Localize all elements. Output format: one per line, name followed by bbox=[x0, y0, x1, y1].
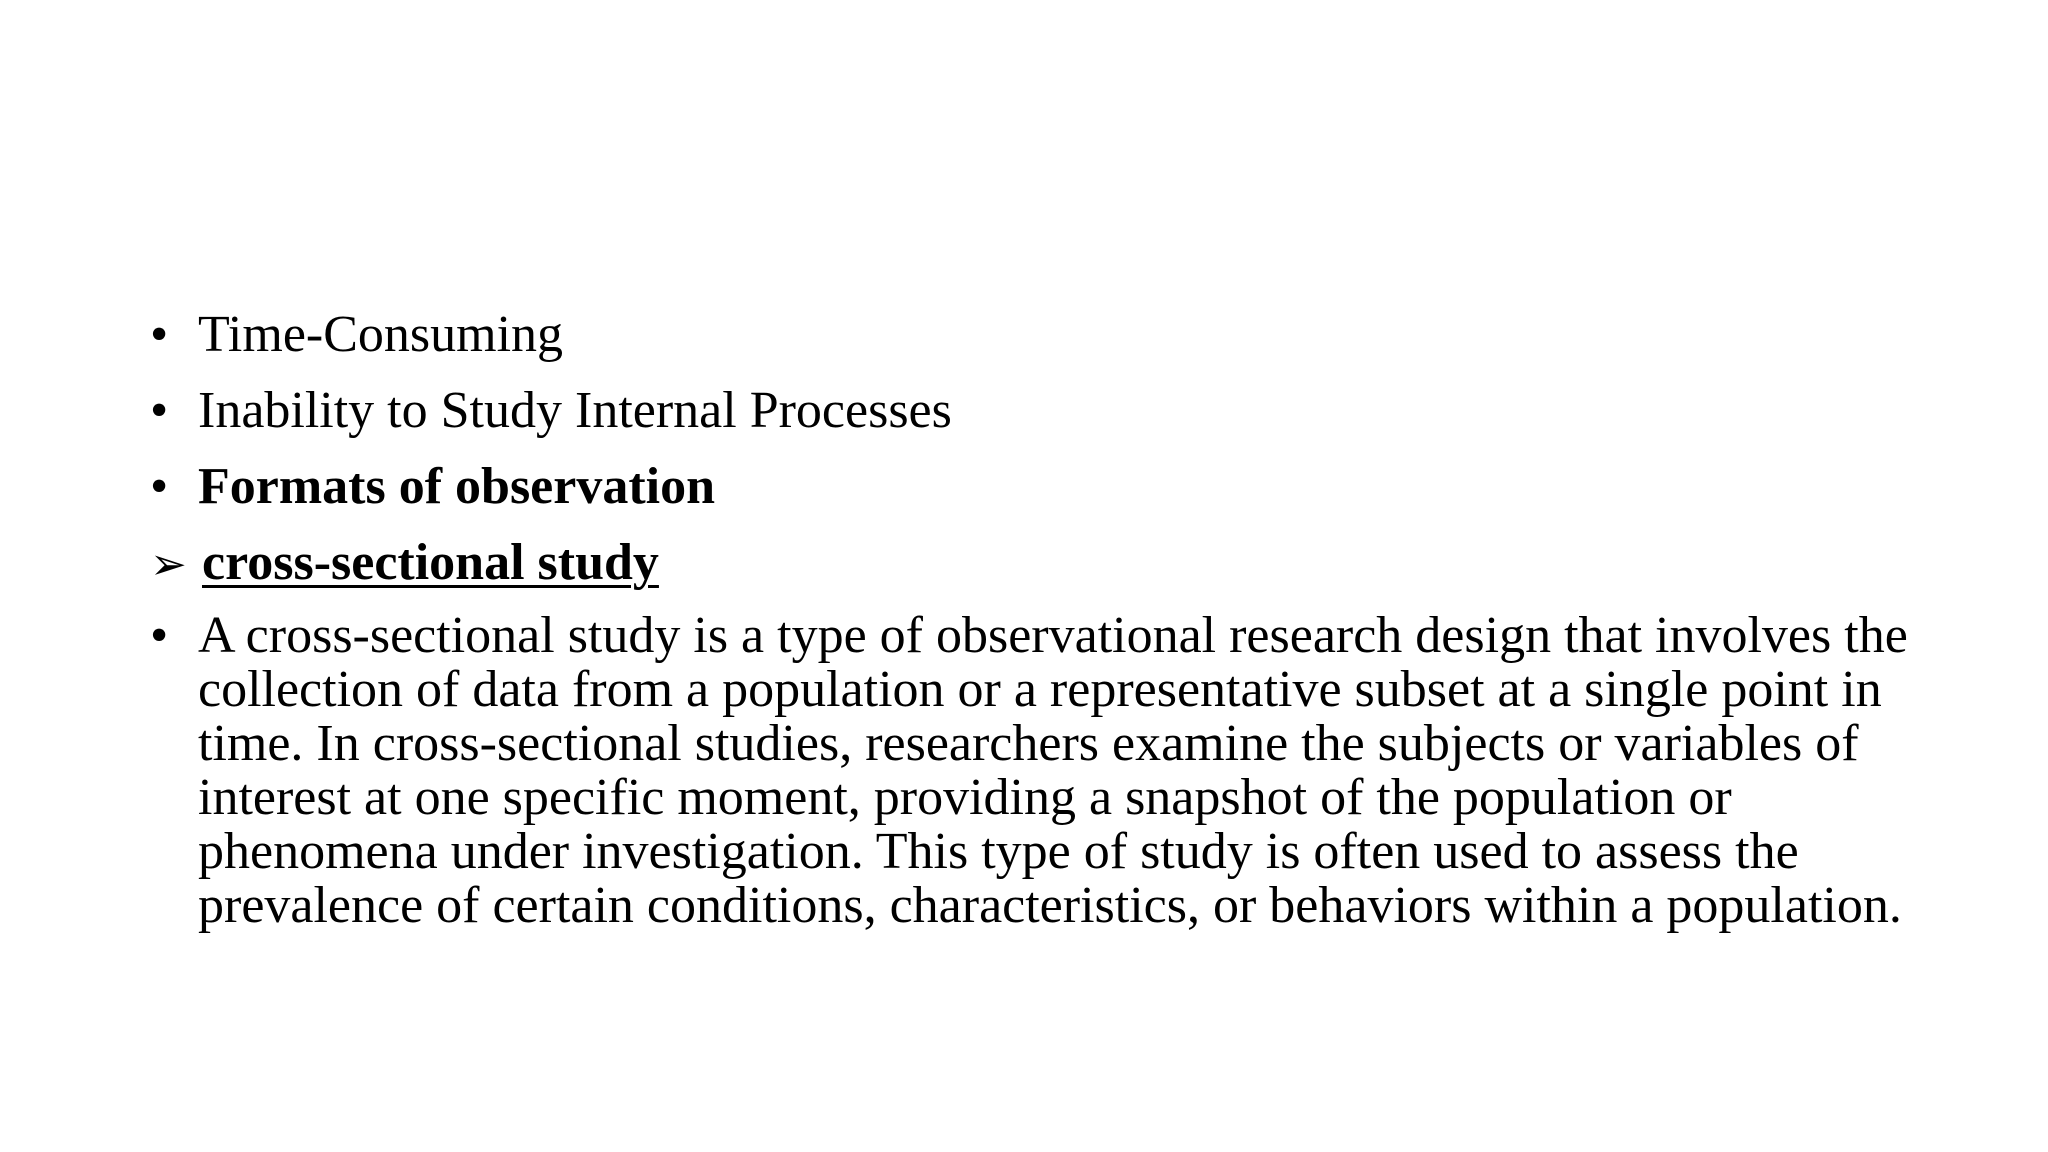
bullet-item-time-consuming bbox=[150, 305, 1910, 365]
definition-paragraph: A cross-sectional study is a type of observational research design that involves the collection of data from a population or a representative subset at a single point in time. In cross-sectional studies, researchers examine the subjects or variables of interest at one specific moment, providing a snapshot of the population or phenomena under investigation. This type of study is often used to assess the prevalence of certain conditions, characteristics, or behaviors within a population. bbox=[198, 607, 1908, 934]
bullet-marker: • bbox=[150, 306, 169, 363]
slide-content bbox=[150, 305, 1910, 949]
bullet-text: Time-Consuming bbox=[198, 306, 564, 363]
bullet-marker: • bbox=[150, 458, 169, 515]
bullet-item-formats bbox=[150, 457, 1910, 517]
bullet-item-inability bbox=[150, 381, 1910, 441]
arrow-bullet-icon: ➢ bbox=[150, 540, 187, 589]
bullet-marker: • bbox=[150, 382, 169, 439]
bullet-text: Inability to Study Internal Processes bbox=[198, 382, 952, 439]
bullet-item-definition bbox=[150, 609, 1910, 933]
bullet-heading: Formats of observation bbox=[198, 458, 716, 515]
subheading-text: cross-sectional study bbox=[202, 534, 659, 591]
bullet-marker: • bbox=[150, 607, 169, 664]
subheading-cross-sectional bbox=[150, 533, 1910, 593]
